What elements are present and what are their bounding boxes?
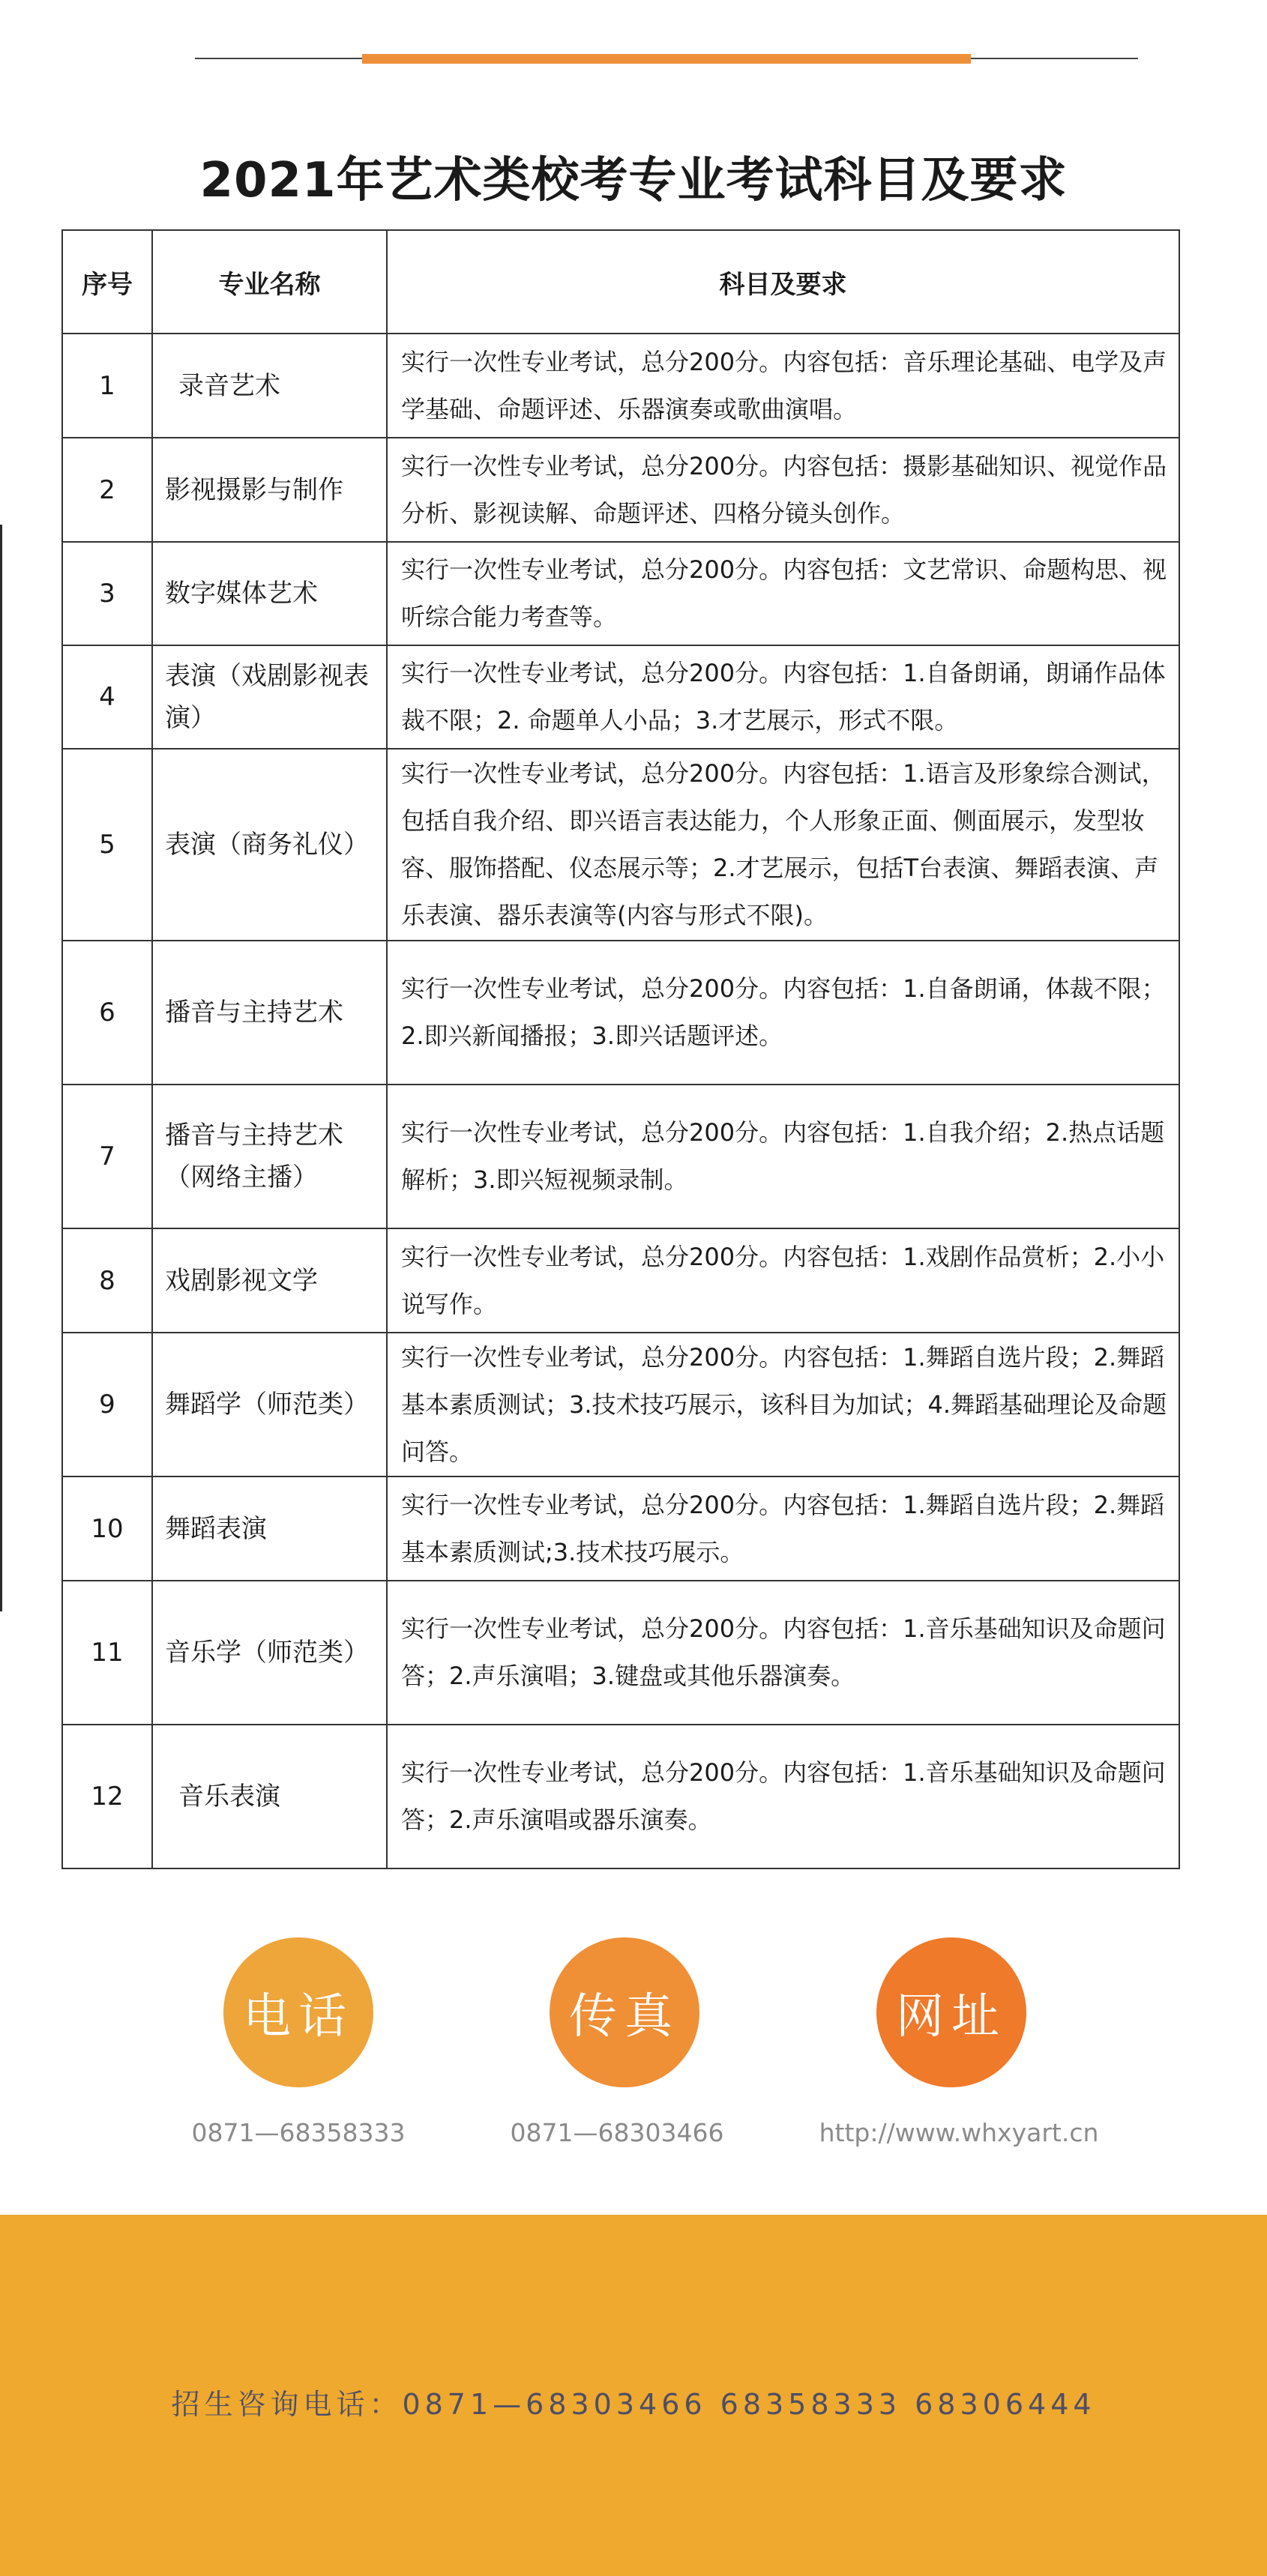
row-major: 音乐表演 <box>152 1725 387 1868</box>
row-major: 影视摄影与制作 <box>152 438 387 542</box>
website-link[interactable]: http://www.whxyart.cn <box>819 2118 1099 2147</box>
row-requirements: 实行一次性专业考试，总分200分。内容包括：音乐理论基础、电学及声学基础、命题评述、乐器演奏或歌曲演唱。 <box>387 334 1179 438</box>
page-title: 2021年艺术类校考专业考试科目及要求 <box>199 153 1068 208</box>
table-row <box>62 1476 1179 1581</box>
phone-circle-badge <box>223 1937 373 2087</box>
row-requirements: 实行一次性专业考试，总分200分。内容包括：1.自我介绍；2.热点话题解析；3.即兴短视频录制。 <box>387 1085 1179 1228</box>
row-major: 播音与主持艺术 <box>152 941 387 1085</box>
row-major: 表演（戏剧影视表演） <box>152 645 387 749</box>
table-row <box>62 749 1179 941</box>
row-requirements: 实行一次性专业考试，总分200分。内容包括：1.音乐基础知识及命题问答；2.声乐演唱或器乐演奏。 <box>387 1725 1179 1868</box>
row-requirements: 实行一次性专业考试，总分200分。内容包括：1.语言及形象综合测试，包括自我介绍、即兴语言表达能力，个人形象正面、侧面展示，发型妆容、服饰搭配、仪态展示等；2.才艺展示，包括T台表演、舞蹈表演、声乐表演、器乐表演等(内容与形式不限)。 <box>387 749 1179 941</box>
table-row <box>62 334 1179 438</box>
row-requirements: 实行一次性专业考试，总分200分。内容包括：1.舞蹈自选片段；2.舞蹈基本素质测试;3.技术技巧展示。 <box>387 1476 1179 1581</box>
fax-number: 0871—68303466 <box>510 2118 724 2147</box>
row-requirements: 实行一次性专业考试，总分200分。内容包括：1.音乐基础知识及命题问答；2.声乐演唱；3.键盘或其他乐器演奏。 <box>387 1581 1179 1725</box>
header-name: 专业名称 <box>152 230 387 334</box>
row-no: 8 <box>62 1228 152 1333</box>
table-row <box>62 1085 1179 1228</box>
row-major: 表演（商务礼仪） <box>152 749 387 941</box>
header-no: 序号 <box>62 230 152 334</box>
table-row <box>62 1228 1179 1333</box>
row-no: 11 <box>62 1581 152 1725</box>
row-no: 4 <box>62 645 152 749</box>
row-major: 数字媒体艺术 <box>152 542 387 645</box>
row-major: 戏剧影视文学 <box>152 1228 387 1333</box>
row-major: 舞蹈学（师范类） <box>152 1333 387 1476</box>
table-row <box>62 1725 1179 1868</box>
website-label: 网址 <box>896 1989 1007 2045</box>
row-no: 10 <box>62 1476 152 1581</box>
header-desc: 科目及要求 <box>387 230 1179 334</box>
table-row <box>62 1581 1179 1725</box>
table-row <box>62 1333 1179 1476</box>
row-major: 播音与主持艺术（网络主播） <box>152 1085 387 1228</box>
row-requirements: 实行一次性专业考试，总分200分。内容包括：1.舞蹈自选片段；2.舞蹈基本素质测试；3.技术技巧展示，该科目为加试；4.舞蹈基础理论及命题问答。 <box>387 1333 1179 1476</box>
left-edge-bar <box>0 525 2 1611</box>
table-row <box>62 542 1179 645</box>
row-requirements: 实行一次性专业考试，总分200分。内容包括：1.自备朗诵，朗诵作品体裁不限；2. 命题单人小品；3.才艺展示，形式不限。 <box>387 645 1179 749</box>
row-no: 5 <box>62 749 152 941</box>
fax-circle-badge <box>550 1937 699 2087</box>
row-requirements: 实行一次性专业考试，总分200分。内容包括：1.戏剧作品赏析；2.小小说写作。 <box>387 1228 1179 1333</box>
exam-table <box>61 229 1180 1869</box>
row-requirements: 实行一次性专业考试，总分200分。内容包括：1.自备朗诵，体裁不限；2.即兴新闻播报；3.即兴话题评述。 <box>387 941 1179 1085</box>
row-requirements: 实行一次性专业考试，总分200分。内容包括：文艺常识、命题构思、视听综合能力考查等。 <box>387 542 1179 645</box>
table-header-row <box>62 230 1179 334</box>
row-major: 音乐学（师范类） <box>152 1581 387 1725</box>
row-no: 2 <box>62 438 152 542</box>
table-row <box>62 941 1179 1085</box>
row-no: 12 <box>62 1725 152 1868</box>
enrollment-hotline: 招生咨询电话：0871—68303466 68358333 68306444 <box>171 2388 1096 2421</box>
table-row <box>62 438 1179 542</box>
top-accent-bar <box>362 54 971 64</box>
fax-label: 传真 <box>569 1989 680 2045</box>
row-no: 7 <box>62 1085 152 1228</box>
row-no: 1 <box>62 334 152 438</box>
row-major: 录音艺术 <box>152 334 387 438</box>
row-no: 9 <box>62 1333 152 1476</box>
row-no: 6 <box>62 941 152 1085</box>
phone-label: 电话 <box>243 1989 354 2045</box>
row-no: 3 <box>62 542 152 645</box>
row-requirements: 实行一次性专业考试，总分200分。内容包括：摄影基础知识、视觉作品分析、影视读解、命题评述、四格分镜头创作。 <box>387 438 1179 542</box>
table-row <box>62 645 1179 749</box>
row-major: 舞蹈表演 <box>152 1476 387 1581</box>
website-circle-badge <box>876 1937 1026 2087</box>
phone-number: 0871—68358333 <box>191 2118 406 2147</box>
